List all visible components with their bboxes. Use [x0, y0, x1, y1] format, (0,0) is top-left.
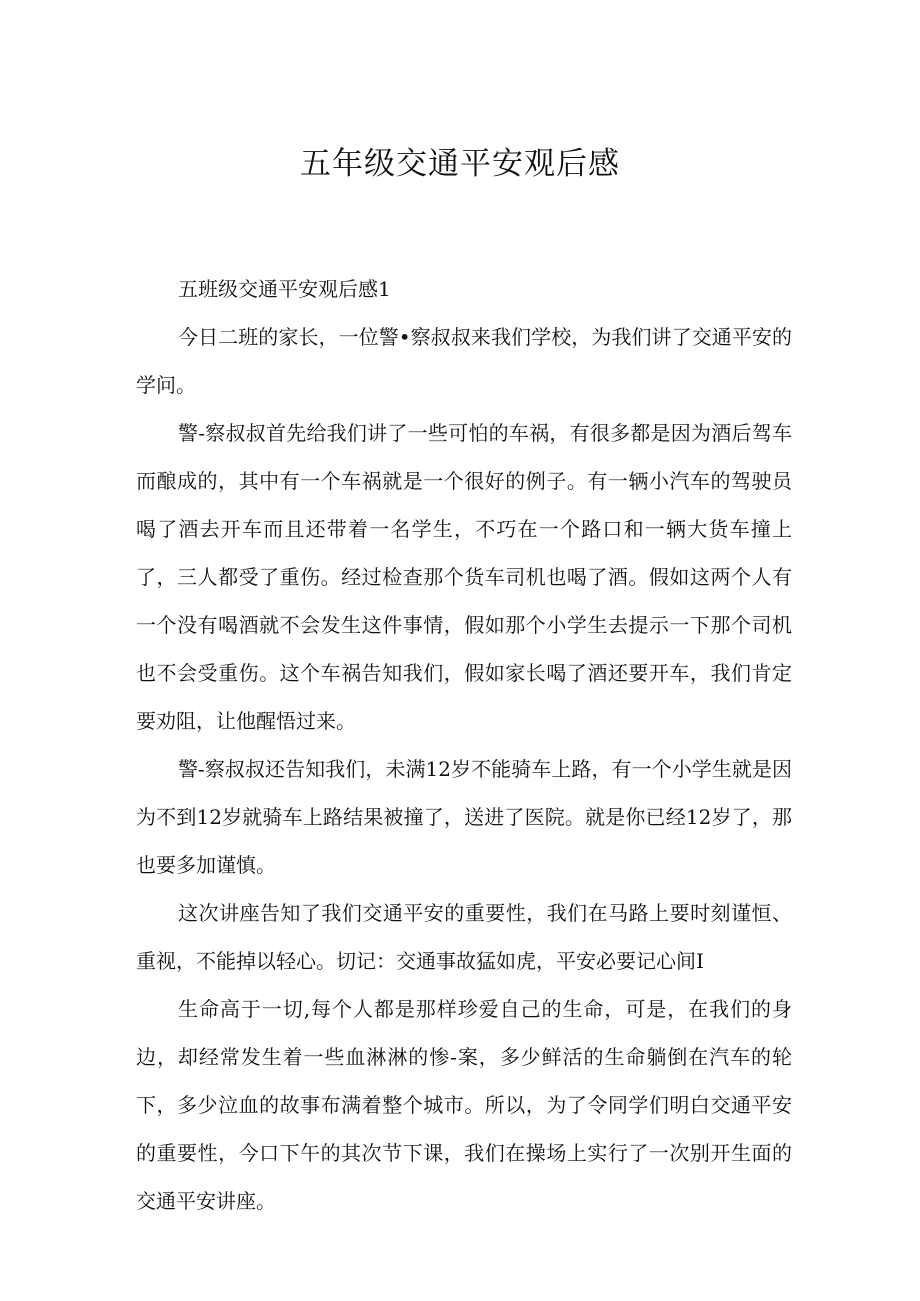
document-title: 五年级交通平安观后感: [300, 146, 620, 182]
paragraph-5: 生命高于一切,每个人都是那样珍爱自己的生命，可是，在我们的身边，却经常发生着一些血淋淋的惨-案，多少鲜活的生命躺倒在汽车的轮下，多少泣血的故事布满着整个城市。所以，为了令同学们明白交通平安的重要性，今口下午的其次节下课，我们在操场上实行了一次别开生面的交通平安讲座。: [136, 997, 792, 1213]
document-body: [136, 265, 792, 1225]
essay-subheading: 五班级交通平安观后感1: [178, 277, 391, 301]
paragraph-3: 警-察叔叔还告知我们，未满12岁不能骑车上路，有一个小学生就是因为不到12岁就骑车上路结果被撞了，送进了医院。就是你已经12岁了，那也要多加谨慎。: [136, 757, 792, 877]
paragraph-4: 这次讲座告知了我们交通平安的重要性，我们在马路上要时刻谨恒、重视，不能掉以轻心。切记：交通事故猛如虎，平安必要记心间I: [136, 901, 792, 973]
paragraph-1: 今日二班的家长，一位警•察叔叔来我们学校，为我们讲了交通平安的学问。: [136, 325, 792, 397]
paragraph-2: 警-察叔叔首先给我们讲了一些可怕的车祸，有很多都是因为酒后驾车而酿成的，其中有一个车祸就是一个很好的例子。有一辆小汽车的驾驶员喝了酒去开车而且还带着一名学生，不巧在一个路口和一辆大货车撞上了，三人都受了重伤。经过检查那个货车司机也喝了酒。假如这两个人有一个没有喝酒就不会发生这件事情，假如那个小学生去提示一下那个司机也不会受重伤。这个车祸告知我们，假如家长喝了酒还要开车，我们肯定要劝阻，让他醒悟过来。: [136, 421, 792, 733]
